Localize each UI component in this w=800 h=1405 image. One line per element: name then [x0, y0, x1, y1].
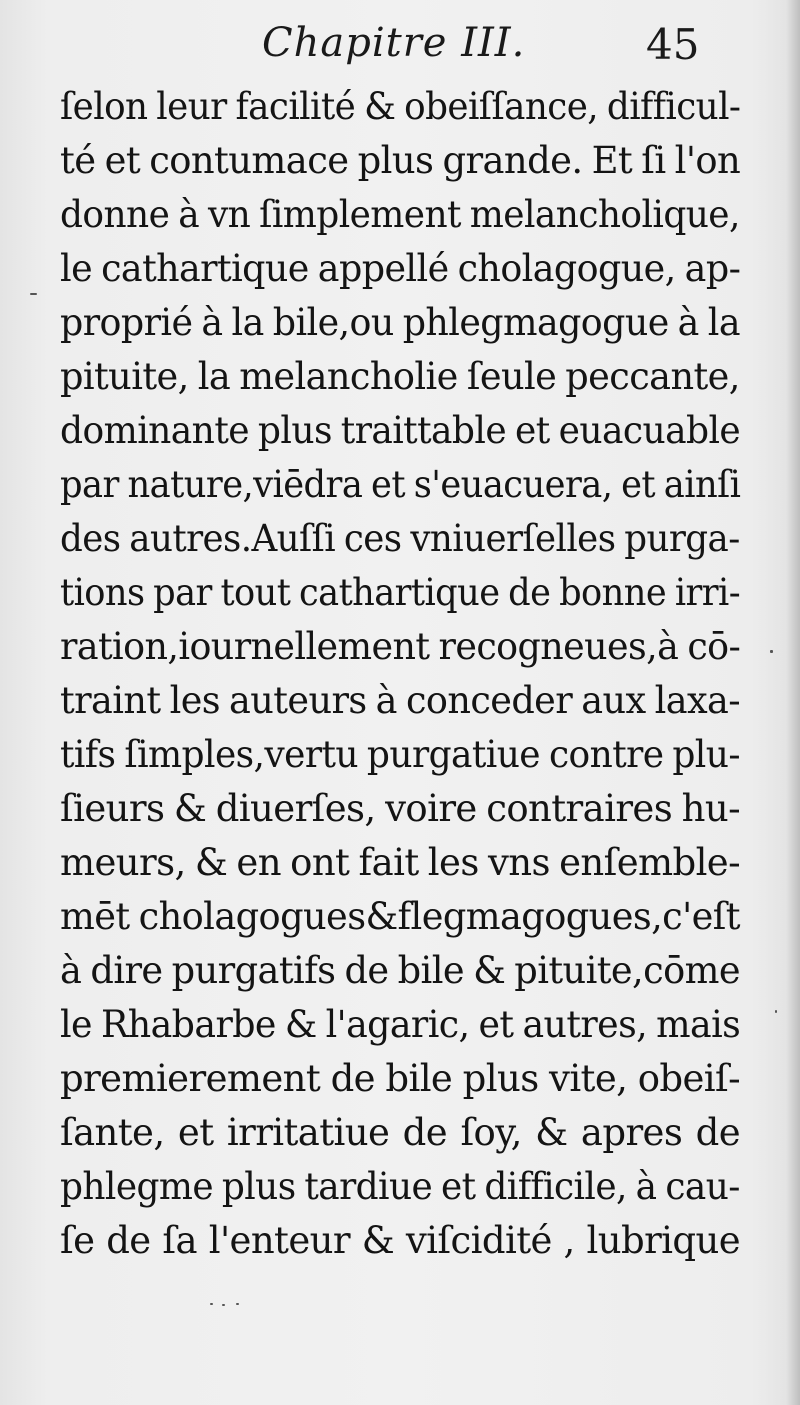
text-line: traint les auteurs à conceder aux laxa- — [60, 679, 741, 722]
text-line: le cathartique appellé cholagogue, ap- — [60, 247, 741, 290]
margin-speck — [30, 293, 37, 295]
text-line: par nature,viēdra et s'euacuera, et ainſi — [60, 463, 741, 506]
text-line: proprié à la bile,ou phlegmagogue à la — [60, 301, 740, 344]
text-line: le Rhabarbe & l'agaric, et autres, mais — [60, 1003, 741, 1046]
text-line: donne à vn ſimplement melancholique, — [60, 193, 740, 236]
chapter-title: Chapitre III. — [262, 20, 526, 66]
text-line: ſe de ſa l'enteur & viſcidité , lubrique — [60, 1219, 740, 1262]
text-line: des autres.Auſſi ces vniuerſelles purga- — [60, 517, 740, 560]
text-line: mēt cholagogues&flegmagogues,c'eſt — [60, 895, 740, 938]
text-line: dominante plus traittable et euacuable — [60, 409, 741, 452]
margin-speck — [222, 1304, 225, 1306]
text-line: tifs ſimples,vertu purgatiue contre plu- — [60, 733, 740, 776]
text-line: ſelon leur facilité & obeiſſance, difficul- — [60, 85, 741, 128]
text-line: tions par tout cathartique de bonne irri- — [60, 571, 741, 614]
margin-speck — [236, 1303, 239, 1305]
page-number: 45 — [646, 20, 700, 69]
text-line: ration,iournellement recogneues,à cō- — [60, 625, 741, 668]
text-line: à dire purgatifs de bile & pituite,cōme — [60, 949, 740, 992]
text-line: phlegme plus tardiue et difficile, à cau- — [60, 1165, 740, 1208]
margin-speck — [770, 650, 773, 653]
margin-speck — [775, 1010, 777, 1013]
running-head — [0, 14, 800, 84]
text-line: té et contumace plus grande. Et ſi l'on — [60, 139, 741, 182]
text-line: meurs, & en ont fait les vns enſemble- — [60, 841, 740, 884]
body-text — [60, 80, 740, 1268]
margin-speck — [210, 1303, 213, 1305]
text-line: ſante, et irritatiue de ſoy, & apres de — [60, 1111, 740, 1154]
text-line: ſieurs & diuerſes, voire contraires hu- — [60, 787, 740, 830]
text-line: pituite, la melancholie ſeule peccante, — [60, 355, 740, 398]
text-line: premierement de bile plus vite, obeiſ- — [60, 1057, 740, 1100]
page-edge-shadow — [786, 0, 800, 1405]
